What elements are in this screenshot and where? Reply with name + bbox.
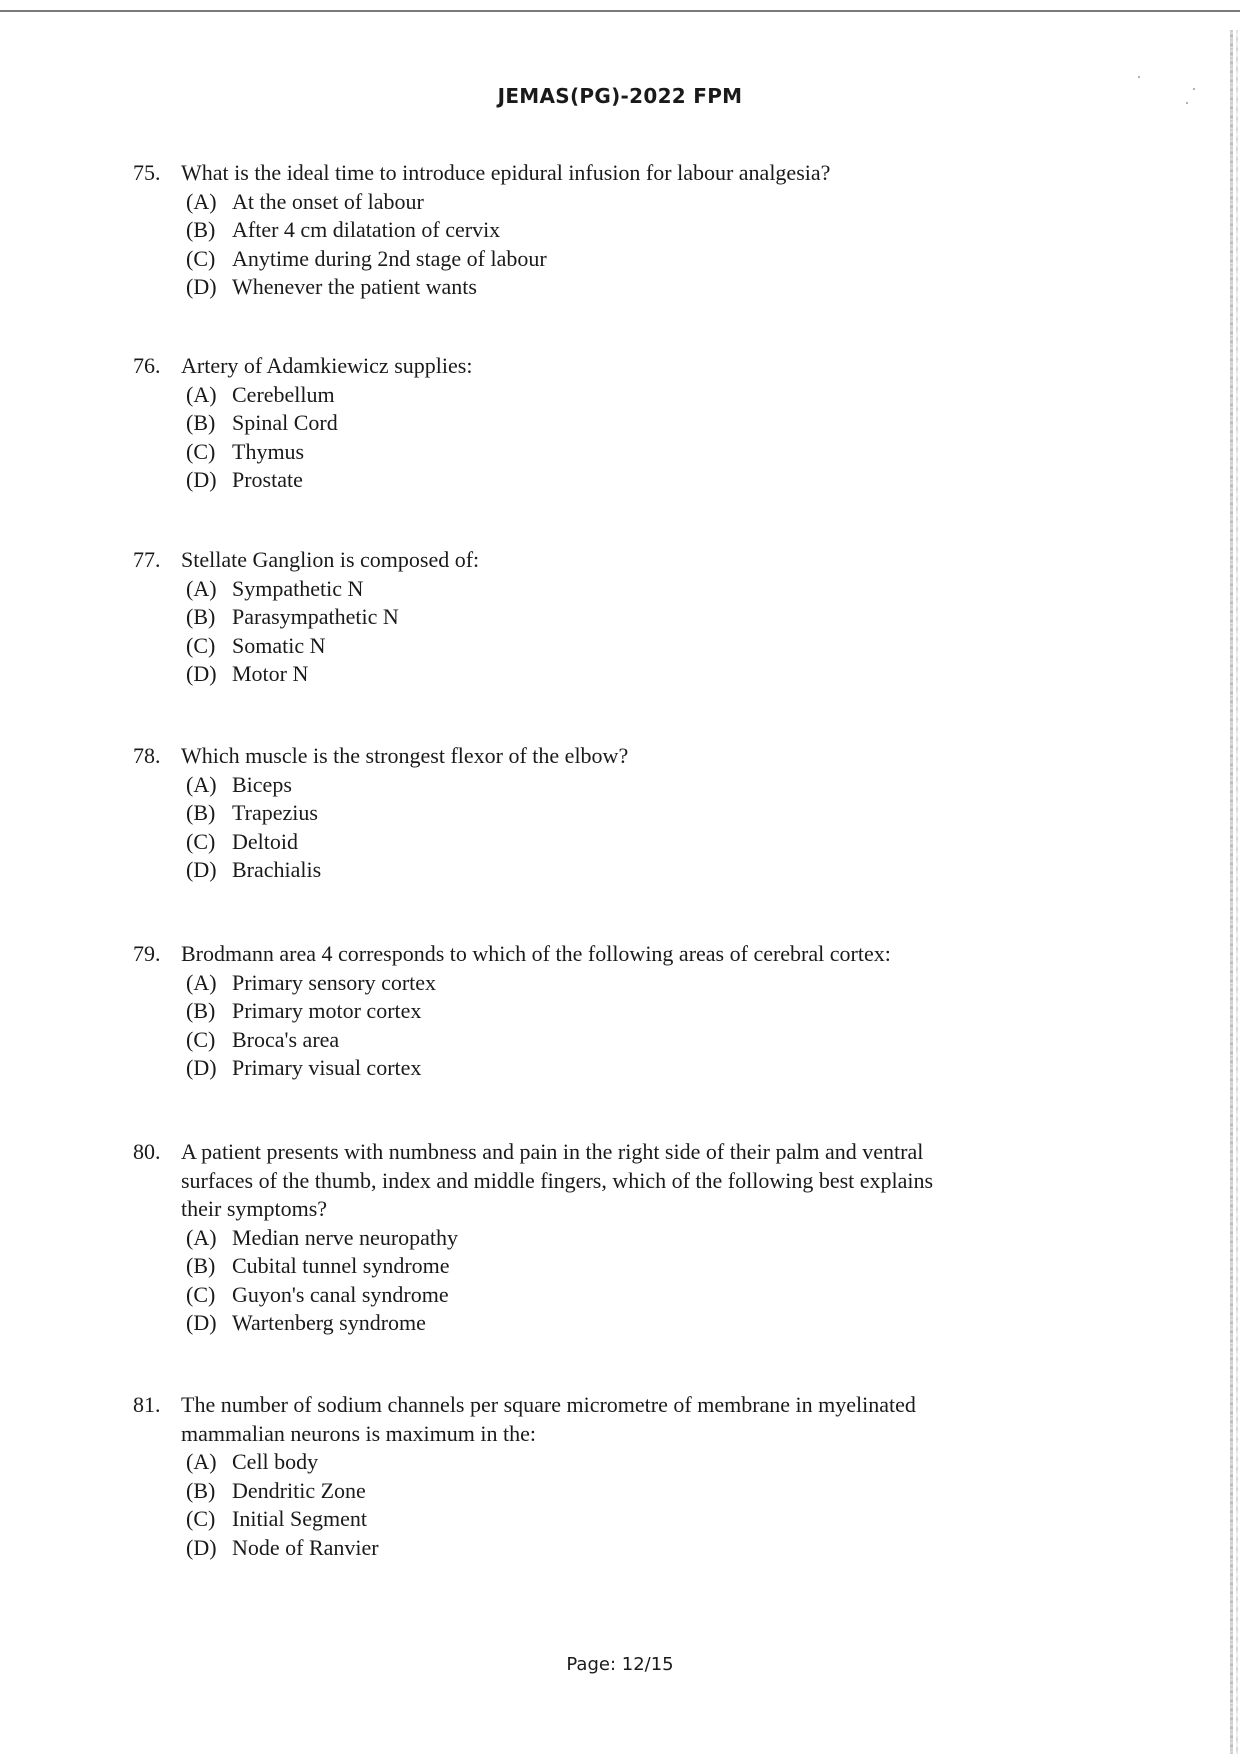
question-77 — [133, 546, 1063, 689]
option-d — [186, 660, 1063, 689]
option-label: (C) — [186, 1506, 216, 1531]
option-text: Guyon's canal syndrome — [232, 1281, 449, 1307]
option-list — [186, 969, 1063, 1083]
question-number: 78. — [133, 743, 161, 768]
question-text: Brodmann area 4 corresponds to which of the following areas of cerebral cortex: — [181, 941, 891, 966]
option-label: (A) — [186, 188, 217, 214]
option-text: Trapezius — [232, 800, 318, 825]
option-label: (B) — [186, 604, 216, 629]
option-a — [186, 188, 1063, 217]
option-text: Node of Ranvier — [232, 1534, 379, 1560]
option-text: Wartenberg syndrome — [232, 1310, 426, 1335]
option-c — [186, 1026, 1063, 1055]
option-list — [186, 381, 1063, 495]
question-stem — [133, 1138, 1063, 1224]
scan-right-edge-shadow — [1236, 30, 1238, 1754]
option-label: (B) — [186, 800, 216, 825]
option-d — [186, 466, 1063, 495]
option-a — [186, 771, 1063, 800]
question-stem — [133, 546, 1063, 575]
option-b — [186, 216, 1063, 245]
option-text: Cerebellum — [232, 381, 335, 407]
option-list — [186, 575, 1063, 689]
option-label: (C) — [186, 1281, 216, 1307]
question-number: 79. — [133, 941, 161, 966]
scan-speck — [1138, 76, 1140, 78]
option-text: Somatic N — [232, 632, 326, 658]
option-a — [186, 1224, 1063, 1253]
option-text: Biceps — [232, 771, 292, 797]
option-label: (D) — [186, 661, 217, 686]
question-text: Which muscle is the strongest flexor of the elbow? — [181, 743, 629, 768]
option-label: (B) — [186, 217, 216, 242]
option-c — [186, 632, 1063, 661]
option-b — [186, 1477, 1063, 1506]
question-78 — [133, 742, 1063, 885]
question-text: Stellate Ganglion is composed of: — [181, 547, 480, 572]
question-number: 77. — [133, 547, 161, 572]
option-text: Primary visual cortex — [232, 1055, 422, 1080]
question-80 — [133, 1138, 1063, 1338]
question-text — [181, 1391, 1063, 1448]
option-label: (D) — [186, 1055, 217, 1080]
option-label: (A) — [186, 381, 217, 407]
question-text-line: mammalian neurons is maximum in the: — [181, 1420, 536, 1446]
question-text-line: The number of sodium channels per square micrometre of membrane in myelinated — [181, 1392, 916, 1417]
option-text: Primary sensory cortex — [232, 969, 437, 995]
question-stem — [133, 940, 1063, 969]
option-text: Whenever the patient wants — [232, 274, 477, 299]
option-text: After 4 cm dilatation of cervix — [232, 217, 501, 242]
option-label: (A) — [186, 969, 217, 995]
option-list — [186, 188, 1063, 302]
question-text-line: their symptoms? — [181, 1196, 328, 1221]
question-stem — [133, 159, 1063, 188]
scan-top-border — [0, 10, 1240, 12]
question-text — [181, 1138, 1063, 1224]
question-text: Artery of Adamkiewicz supplies: — [181, 353, 473, 378]
option-c — [186, 245, 1063, 274]
option-list — [186, 1448, 1063, 1562]
option-text: Anytime during 2nd stage of labour — [232, 245, 547, 271]
option-label: (D) — [186, 1310, 217, 1335]
option-text: Spinal Cord — [232, 410, 338, 435]
option-text: Deltoid — [232, 828, 298, 854]
option-text: Cell body — [232, 1449, 319, 1474]
option-label: (B) — [186, 410, 216, 435]
question-79 — [133, 940, 1063, 1083]
option-text: Brachialis — [232, 857, 322, 882]
option-label: (A) — [186, 1449, 217, 1474]
question-number: 76. — [133, 353, 161, 378]
option-c — [186, 1281, 1063, 1310]
question-number: 80. — [133, 1139, 161, 1164]
option-label: (D) — [186, 1534, 217, 1560]
exam-title: JEMAS(PG)-2022 FPM — [497, 84, 743, 108]
option-b — [186, 1252, 1063, 1281]
question-text-line: A patient presents with numbness and pain in the right side of their palm and ventral — [181, 1139, 924, 1164]
option-label: (C) — [186, 245, 216, 271]
question-stem — [133, 742, 1063, 771]
option-c — [186, 438, 1063, 467]
option-d — [186, 856, 1063, 885]
option-label: (D) — [186, 467, 217, 492]
question-text-line: surfaces of the thumb, index and middle fingers, which of the following best explains — [181, 1167, 934, 1193]
question-number: 75. — [133, 160, 161, 185]
question-text: What is the ideal time to introduce epidural infusion for labour analgesia? — [181, 160, 831, 185]
option-label: (C) — [186, 632, 216, 658]
question-stem — [133, 1391, 1063, 1448]
option-text: Initial Segment — [232, 1506, 368, 1531]
question-81 — [133, 1391, 1063, 1562]
option-a — [186, 1448, 1063, 1477]
option-b — [186, 997, 1063, 1026]
option-c — [186, 828, 1063, 857]
page-number: Page: 12/15 — [566, 1654, 674, 1675]
option-label: (A) — [186, 1224, 217, 1250]
option-label: (D) — [186, 274, 217, 299]
option-label: (A) — [186, 771, 217, 797]
option-a — [186, 575, 1063, 604]
option-d — [186, 1534, 1063, 1563]
option-label: (B) — [186, 1477, 216, 1503]
option-label: (C) — [186, 828, 216, 854]
option-b — [186, 799, 1063, 828]
option-text: Median nerve neuropathy — [232, 1224, 459, 1250]
option-b — [186, 409, 1063, 438]
option-text: Cubital tunnel syndrome — [232, 1253, 450, 1278]
question-75 — [133, 159, 1063, 302]
option-text: At the onset of labour — [232, 188, 424, 214]
option-a — [186, 381, 1063, 410]
option-label: (D) — [186, 857, 217, 882]
question-76 — [133, 352, 1063, 495]
option-a — [186, 969, 1063, 998]
option-text: Primary motor cortex — [232, 998, 422, 1023]
option-label: (B) — [186, 998, 216, 1023]
option-label: (C) — [186, 1026, 216, 1052]
option-list — [186, 1224, 1063, 1338]
option-text: Dendritic Zone — [232, 1477, 366, 1503]
option-d — [186, 1309, 1063, 1338]
option-text: Parasympathetic N — [232, 604, 399, 629]
question-number: 81. — [133, 1392, 161, 1417]
option-d — [186, 1054, 1063, 1083]
option-b — [186, 603, 1063, 632]
option-text: Motor N — [232, 661, 309, 686]
option-text: Prostate — [232, 467, 303, 492]
option-label: (B) — [186, 1253, 216, 1278]
option-text: Broca's area — [232, 1026, 340, 1052]
option-list — [186, 771, 1063, 885]
option-d — [186, 273, 1063, 302]
question-stem — [133, 352, 1063, 381]
option-text: Sympathetic N — [232, 575, 364, 601]
option-label: (A) — [186, 575, 217, 601]
option-text: Thymus — [232, 438, 305, 464]
option-label: (C) — [186, 438, 216, 464]
scan-right-edge — [1230, 30, 1233, 1754]
option-c — [186, 1505, 1063, 1534]
